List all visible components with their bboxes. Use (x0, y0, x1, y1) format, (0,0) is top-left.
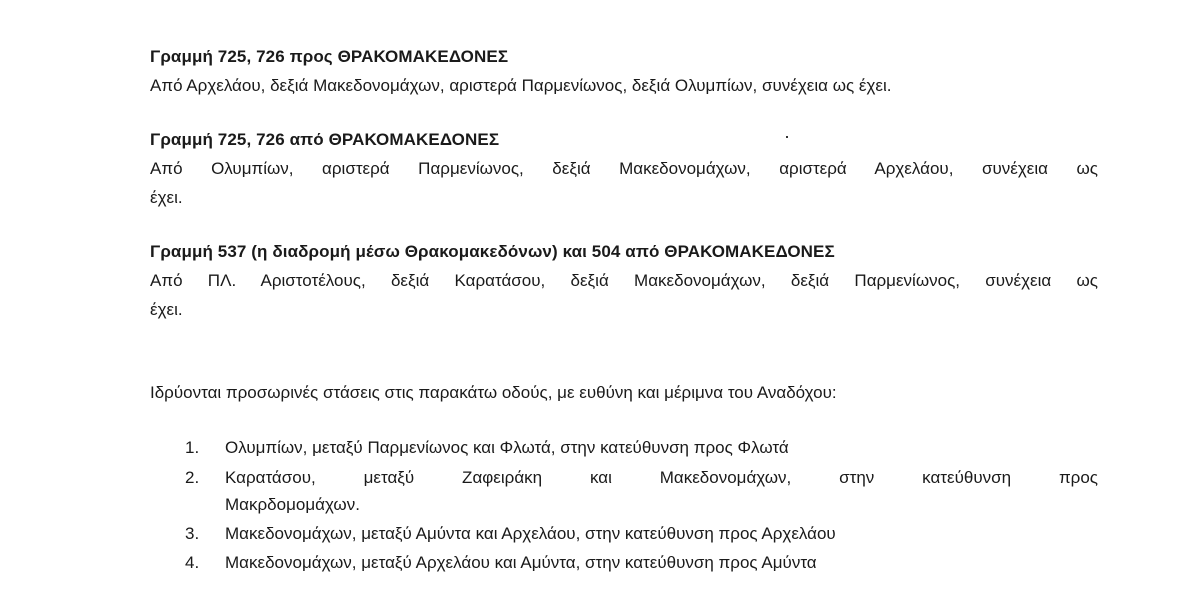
route-description-line: έχει. (150, 300, 183, 319)
route-section-3 (150, 241, 1098, 324)
list-item-number: 2. (185, 468, 200, 487)
route-description (150, 266, 1098, 324)
list-item-number: 4. (185, 553, 200, 572)
temporary-stops-list (185, 436, 1098, 575)
route-description (150, 71, 1098, 100)
list-item-text (225, 522, 1098, 546)
route-section-1 (150, 46, 1098, 100)
route-description-line: Από ΠΛ. Αριστοτέλους, δεξιά Καρατάσου, δεξιά Μακεδονομάχων, δεξιά Παρμενίωνος, συνέχεια ως (150, 271, 1098, 290)
list-item-line: Μακεδονομάχων, μεταξύ Αρχελάου και Αμύντα, στην κατεύθυνση προς Αμύντα (225, 553, 817, 572)
temporary-stops-intro: Ιδρύονται προσωρινές στάσεις στις παρακάτω οδούς, με ευθύνη και μέριμνα του Αναδόχου: (150, 383, 837, 402)
list-item-line: Μακρδομομάχων. (225, 495, 360, 514)
route-description (150, 154, 1098, 212)
list-item-text (225, 466, 1098, 517)
list-item (185, 436, 1098, 460)
route-section-2 (150, 129, 1098, 212)
list-item-line: Ολυμπίων, μεταξύ Παρμενίωνος και Φλωτά, στην κατεύθυνση προς Φλωτά (225, 438, 789, 457)
route-heading: Γραμμή 725, 726 από ΘΡΑΚΟΜΑΚΕΔΟΝΕΣ (150, 130, 500, 149)
route-heading: Γραμμή 537 (η διαδρομή μέσω Θρακομακεδόνων) και 504 από ΘΡΑΚΟΜΑΚΕΔΟΝΕΣ (150, 242, 835, 261)
list-item-number: 3. (185, 524, 200, 543)
list-item (185, 551, 1098, 575)
list-item (185, 522, 1098, 546)
list-item-number: 1. (185, 438, 200, 457)
route-description-line: Από Ολυμπίων, αριστερά Παρμενίωνος, δεξιά Μακεδονομάχων, αριστερά Αρχελάου, συνέχεια ως (150, 159, 1098, 178)
route-description-line: έχει. (150, 188, 183, 207)
stray-dot-mark (786, 136, 788, 138)
route-description-line: Από Αρχελάου, δεξιά Μακεδονομάχων, αριστερά Παρμενίωνος, δεξιά Ολυμπίων, συνέχεια ως έχει. (150, 76, 892, 95)
list-item-line: Μακεδονομάχων, μεταξύ Αμύντα και Αρχελάου, στην κατεύθυνση προς Αρχελάου (225, 524, 836, 543)
list-item (185, 466, 1098, 517)
list-item-line: Καρατάσου, μεταξύ Ζαφειράκη και Μακεδονομάχων, στην κατεύθυνση προς (225, 468, 1098, 487)
route-heading: Γραμμή 725, 726 προς ΘΡΑΚΟΜΑΚΕΔΟΝΕΣ (150, 47, 509, 66)
list-item-text (225, 436, 1098, 460)
list-item-text (225, 551, 1098, 575)
